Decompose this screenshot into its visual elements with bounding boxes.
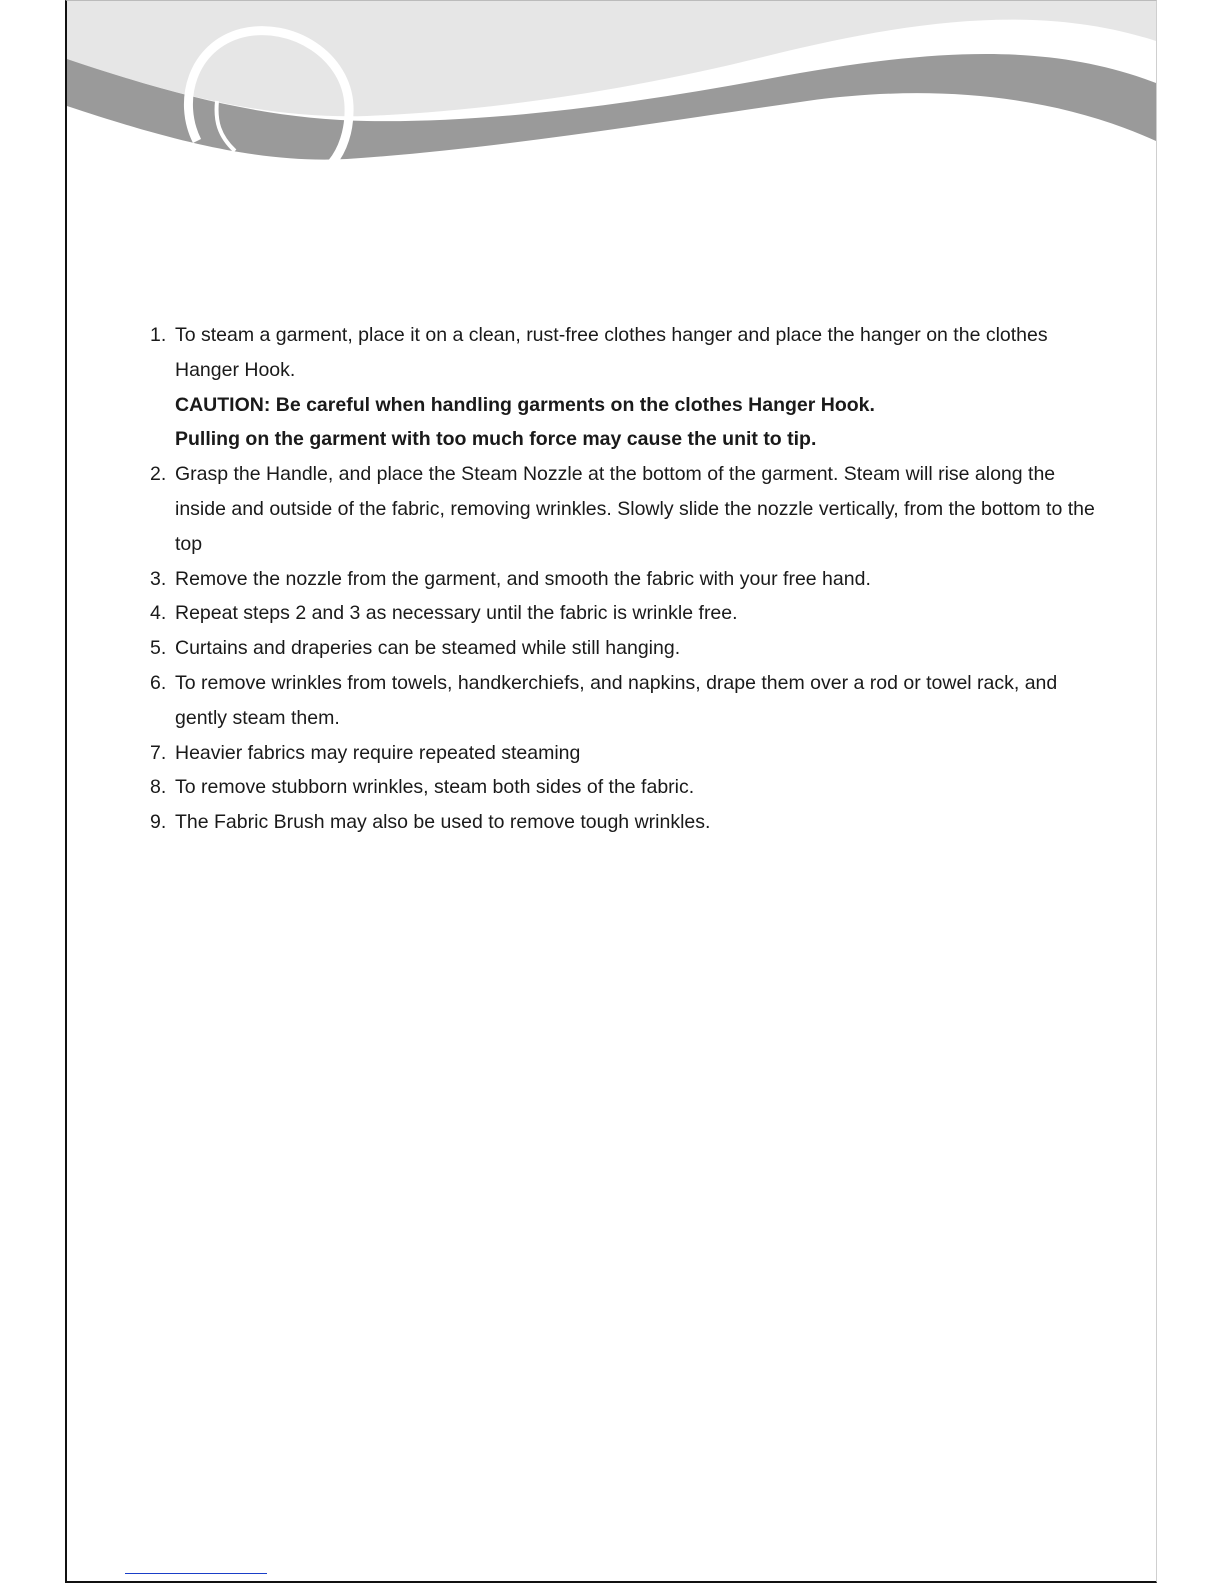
step-number: 5. (150, 637, 167, 660)
step-text: To steam a garment, place it on a clean, rust-free clothes hanger and place the hanger on the clothes Hanger Hook. (175, 324, 1048, 381)
header-wave-decoration (67, 1, 1156, 166)
step-number: 2. (150, 463, 167, 486)
step-number: 6. (150, 671, 167, 694)
step-text: Repeat steps 2 and 3 as necessary until the fabric is wrinkle free. (175, 602, 738, 625)
footer-link-underline[interactable] (125, 1561, 267, 1574)
step-text: Remove the nozzle from the garment, and smooth the fabric with your free hand. (175, 567, 871, 590)
step-7 (150, 736, 1110, 771)
step-number: 1. (150, 324, 167, 346)
step-1 (150, 318, 1110, 457)
step-9 (150, 805, 1110, 840)
step-4 (150, 596, 1110, 631)
step-number: 4. (150, 602, 167, 625)
step-8 (150, 770, 1110, 805)
step-number: 3. (150, 567, 167, 590)
step-text: Grasp the Handle, and place the Steam Nozzle at the bottom of the garment. Steam will rise along the inside and outside of the fabric, removing wrinkles. Slowly slide the nozzle vertically, from the bottom to the top (175, 463, 1095, 555)
step-number: 8. (150, 776, 167, 799)
step-text: Curtains and draperies can be steamed while still hanging. (175, 637, 681, 660)
step-6 (150, 666, 1110, 736)
step-2 (150, 457, 1110, 561)
step-text: Heavier fabrics may require repeated steaming (175, 741, 581, 764)
step-text: To remove stubborn wrinkles, steam both sides of the fabric. (175, 776, 695, 799)
step-number: 7. (150, 741, 167, 764)
step-text: To remove wrinkles from towels, handkerchiefs, and napkins, drape them over a rod or towel rack, and gently steam them. (175, 671, 1058, 729)
caution-text: CAUTION: Be careful when handling garments on the clothes Hanger Hook. (175, 393, 875, 416)
step-5 (150, 631, 1110, 666)
step-text: The Fabric Brush may also be used to remove tough wrinkles. (175, 811, 711, 834)
step-number: 9. (150, 811, 167, 834)
caution-text: Pulling on the garment with too much force may cause the unit to tip. (175, 428, 817, 451)
steaming-instructions-list (150, 318, 1110, 840)
step-3 (150, 562, 1110, 597)
